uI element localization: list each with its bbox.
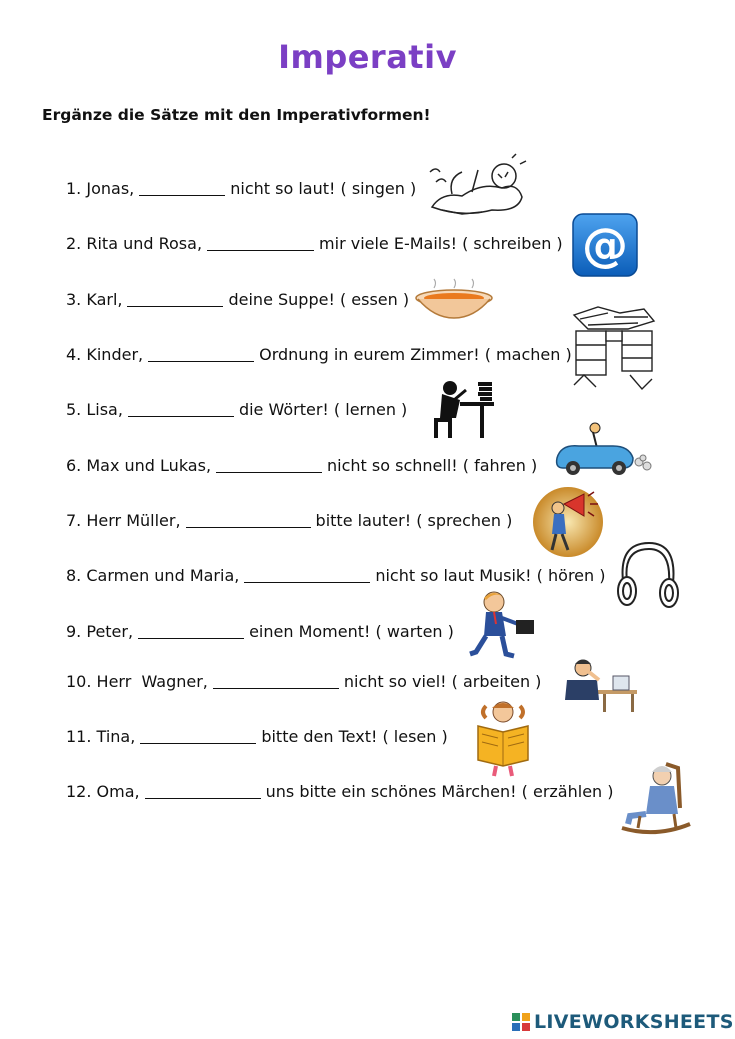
answer-blank[interactable] bbox=[128, 400, 234, 417]
exercise-subject: Oma, bbox=[96, 782, 140, 801]
exercise-number: 8. bbox=[66, 566, 82, 585]
answer-blank[interactable] bbox=[216, 456, 322, 473]
page-title: Imperativ bbox=[278, 38, 457, 76]
exercise-6 bbox=[66, 456, 537, 475]
at-sign-icon bbox=[571, 212, 639, 278]
answer-blank[interactable] bbox=[138, 622, 244, 639]
exercise-subject: Tina, bbox=[96, 727, 136, 746]
answer-blank[interactable] bbox=[207, 234, 314, 251]
exercise-number: 2. bbox=[66, 234, 82, 253]
exercise-2 bbox=[66, 234, 563, 253]
answer-blank[interactable] bbox=[186, 511, 311, 528]
exercise-rest: bitte den Text! ( lesen ) bbox=[261, 727, 448, 746]
exercise-rest: nicht so laut! ( singen ) bbox=[230, 179, 417, 198]
exercise-rest: einen Moment! ( warten ) bbox=[249, 622, 454, 641]
exercise-subject: Karl, bbox=[86, 290, 123, 309]
reading-girl-icon bbox=[472, 698, 534, 778]
exercise-rest: mir viele E-Mails! ( schreiben ) bbox=[319, 234, 563, 253]
exercise-12 bbox=[66, 782, 614, 801]
headphones-icon bbox=[613, 537, 683, 613]
exercise-number: 12. bbox=[66, 782, 92, 801]
messy-desk-icon bbox=[568, 305, 658, 391]
answer-blank[interactable] bbox=[213, 672, 339, 689]
exercise-subject: Herr Müller, bbox=[86, 511, 181, 530]
exercise-number: 1. bbox=[66, 179, 82, 198]
exercise-rest: nicht so schnell! ( fahren ) bbox=[327, 456, 538, 475]
megaphone-man-icon bbox=[530, 486, 606, 558]
exercise-number: 7. bbox=[66, 511, 82, 530]
exercise-number: 3. bbox=[66, 290, 82, 309]
exercise-number: 9. bbox=[66, 622, 82, 641]
liveworksheets-logo-icon bbox=[512, 1013, 530, 1031]
studying-person-icon bbox=[420, 378, 496, 440]
exercise-subject: Kinder, bbox=[86, 345, 144, 364]
answer-blank[interactable] bbox=[140, 727, 256, 744]
exercise-subject: Rita und Rosa, bbox=[86, 234, 203, 253]
exercise-subject: Lisa, bbox=[86, 400, 123, 419]
singing-man-icon bbox=[422, 152, 530, 220]
exercise-5 bbox=[66, 400, 407, 419]
exercise-rest: nicht so viel! ( arbeiten ) bbox=[343, 672, 542, 691]
exercise-9 bbox=[66, 622, 454, 641]
instruction-text: Ergänze die Sätze mit den Imperativformen! bbox=[42, 106, 431, 124]
exercise-3 bbox=[66, 290, 409, 309]
exercise-subject: Max und Lukas, bbox=[86, 456, 212, 475]
exercise-8 bbox=[66, 566, 605, 585]
answer-blank[interactable] bbox=[139, 179, 225, 196]
exercise-rest: Ordnung in eurem Zimmer! ( machen ) bbox=[259, 345, 572, 364]
footer-brand bbox=[512, 1010, 734, 1034]
exercise-number: 5. bbox=[66, 400, 82, 419]
exercise-rest: uns bitte ein schönes Märchen! ( erzählen ) bbox=[265, 782, 614, 801]
exercise-11 bbox=[66, 727, 448, 746]
exercise-4 bbox=[66, 345, 572, 364]
exercise-rest: deine Suppe! ( essen ) bbox=[228, 290, 410, 309]
car-icon bbox=[553, 418, 653, 482]
footer-brand-text: LIVEWORKSHEETS bbox=[534, 1011, 734, 1033]
exercise-rest: bitte lauter! ( sprechen ) bbox=[315, 511, 513, 530]
exercise-rest: die Wörter! ( lernen ) bbox=[238, 400, 408, 419]
soup-bowl-icon bbox=[414, 278, 494, 322]
office-worker-icon bbox=[553, 650, 641, 714]
exercise-subject: Carmen und Maria, bbox=[86, 566, 240, 585]
exercise-subject: Peter, bbox=[86, 622, 134, 641]
grandmother-rocking-chair-icon bbox=[616, 758, 696, 838]
exercise-10 bbox=[66, 672, 541, 691]
exercise-number: 11. bbox=[66, 727, 92, 746]
running-businessman-icon bbox=[466, 590, 538, 666]
answer-blank[interactable] bbox=[244, 566, 370, 583]
answer-blank[interactable] bbox=[145, 782, 261, 799]
exercise-rest: nicht so laut Musik! ( hören ) bbox=[375, 566, 606, 585]
answer-blank[interactable] bbox=[127, 290, 223, 307]
exercise-subject: Jonas, bbox=[86, 179, 135, 198]
exercise-1 bbox=[66, 179, 416, 198]
exercise-number: 6. bbox=[66, 456, 82, 475]
exercise-subject: Herr Wagner, bbox=[96, 672, 208, 691]
svg-text:@: @ bbox=[582, 218, 628, 272]
exercise-number: 4. bbox=[66, 345, 82, 364]
answer-blank[interactable] bbox=[148, 345, 254, 362]
exercise-7 bbox=[66, 511, 512, 530]
exercise-number: 10. bbox=[66, 672, 92, 691]
